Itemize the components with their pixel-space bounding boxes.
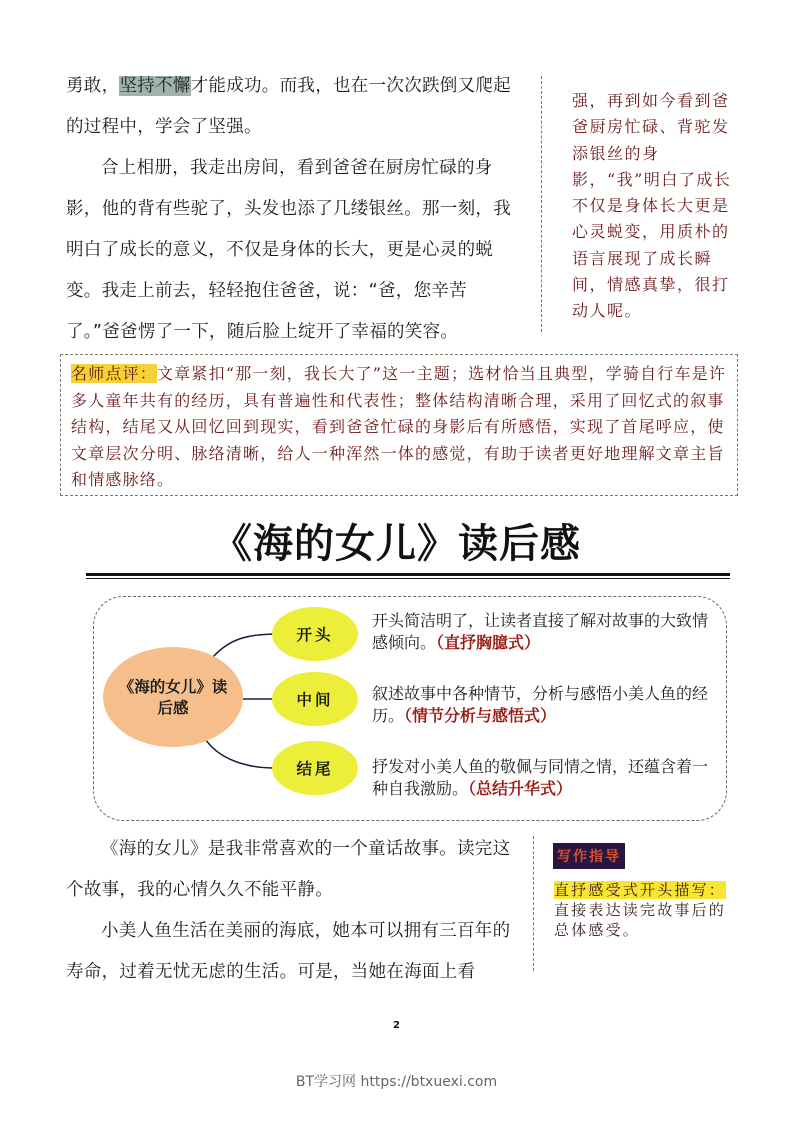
- review-text: 文章紧扣“那一刻，我长大了”这一主题；选材恰当且典型，学骑自行车是许多人童年共有的经历，具有普遍性和代表性；整体结构清晰合理，采用了回忆式的叙事结构，结尾又从回忆回到现实，看到爸爸忙碌的身影后有所感悟，实现了首尾呼应，使文章层次分明、脉络清晰，给人一种浑然一体的感觉，有助于读者更好地理解文章主旨和情感脉络。: [71, 364, 727, 489]
- mind-map-center-node: 《海的女儿》读后感: [103, 647, 243, 747]
- writing-guide-text: [554, 880, 739, 940]
- side-annotation: 强，再到如今看到爸爸厨房忙碌、背驼发添银丝的身影，“我”明白了成长不仅是身体长大更是心灵蜕变，用质朴的语言展现了成长瞬间，情感真挚，很打动人呢。: [572, 91, 732, 321]
- writing-guide-body: 直接表达读完故事后的总体感受。: [554, 901, 727, 939]
- page-number: 2: [393, 1020, 400, 1031]
- side-divider-bottom: [533, 836, 534, 971]
- branch-tag-opening: （直抒胸臆式）: [436, 633, 541, 652]
- branch-desc-opening: 开头简洁明了，让读者直接了解对故事的大致情感倾向。（直抒胸臆式）: [372, 611, 709, 652]
- writing-guide-title: 写作指导: [553, 843, 625, 869]
- paragraph-1: 勇敢，坚持不懈才能成功。而我，也在一次次跌倒又爬起的过程中，学会了坚强。: [66, 76, 512, 137]
- review-label: 名师点评：: [71, 364, 158, 383]
- highlighted-phrase: 坚持不懈: [119, 76, 191, 96]
- branch-node-ending: 结尾: [272, 741, 358, 795]
- paragraph-2: 合上相册，我走出房间，看到爸爸在厨房忙碌的身影，他的背有些驼了，头发也添了几缕银丝。那一刻，我明白了成长的意义，不仅是身体的长大，更是心灵的蜕变。我走上前去，轻轻抱住爸爸，说：“爸，您辛苦了。”爸爸愣了一下，随后脸上绽开了幸福的笑容。: [66, 158, 511, 342]
- branch-desc-ending: 抒发对小美人鱼的敬佩与同情之情，还蕴含着一种自我激励。（总结升华式）: [372, 757, 709, 798]
- essay-paragraph-2: 小美人鱼生活在美丽的海底，她本可以拥有三百年的寿命，过着无忧无虑的生活。可是，当她在海面上看: [66, 921, 511, 982]
- writing-guide-heading: 直抒感受式开头描写：: [554, 881, 727, 899]
- footer-watermark: BT学习网 https://btxuexi.com: [295, 1074, 498, 1090]
- branch-node-middle: 中间: [272, 672, 358, 726]
- section-title: 《海的女儿》读后感: [212, 521, 581, 567]
- branch-tag-ending: （总结升华式）: [468, 779, 573, 798]
- branch-desc-middle: 叙述故事中各种情节，分析与感悟小美人鱼的经历。（情节分析与感悟式）: [372, 684, 709, 725]
- essay-body: [66, 829, 516, 993]
- essay-paragraph-1: 《海的女儿》是我非常喜欢的一个童话故事。读完这个故事，我的心情久久不能平静。: [66, 839, 511, 900]
- branch-tag-middle: （情节分析与感悟式）: [404, 706, 557, 725]
- branch-node-opening: 开头: [272, 607, 358, 661]
